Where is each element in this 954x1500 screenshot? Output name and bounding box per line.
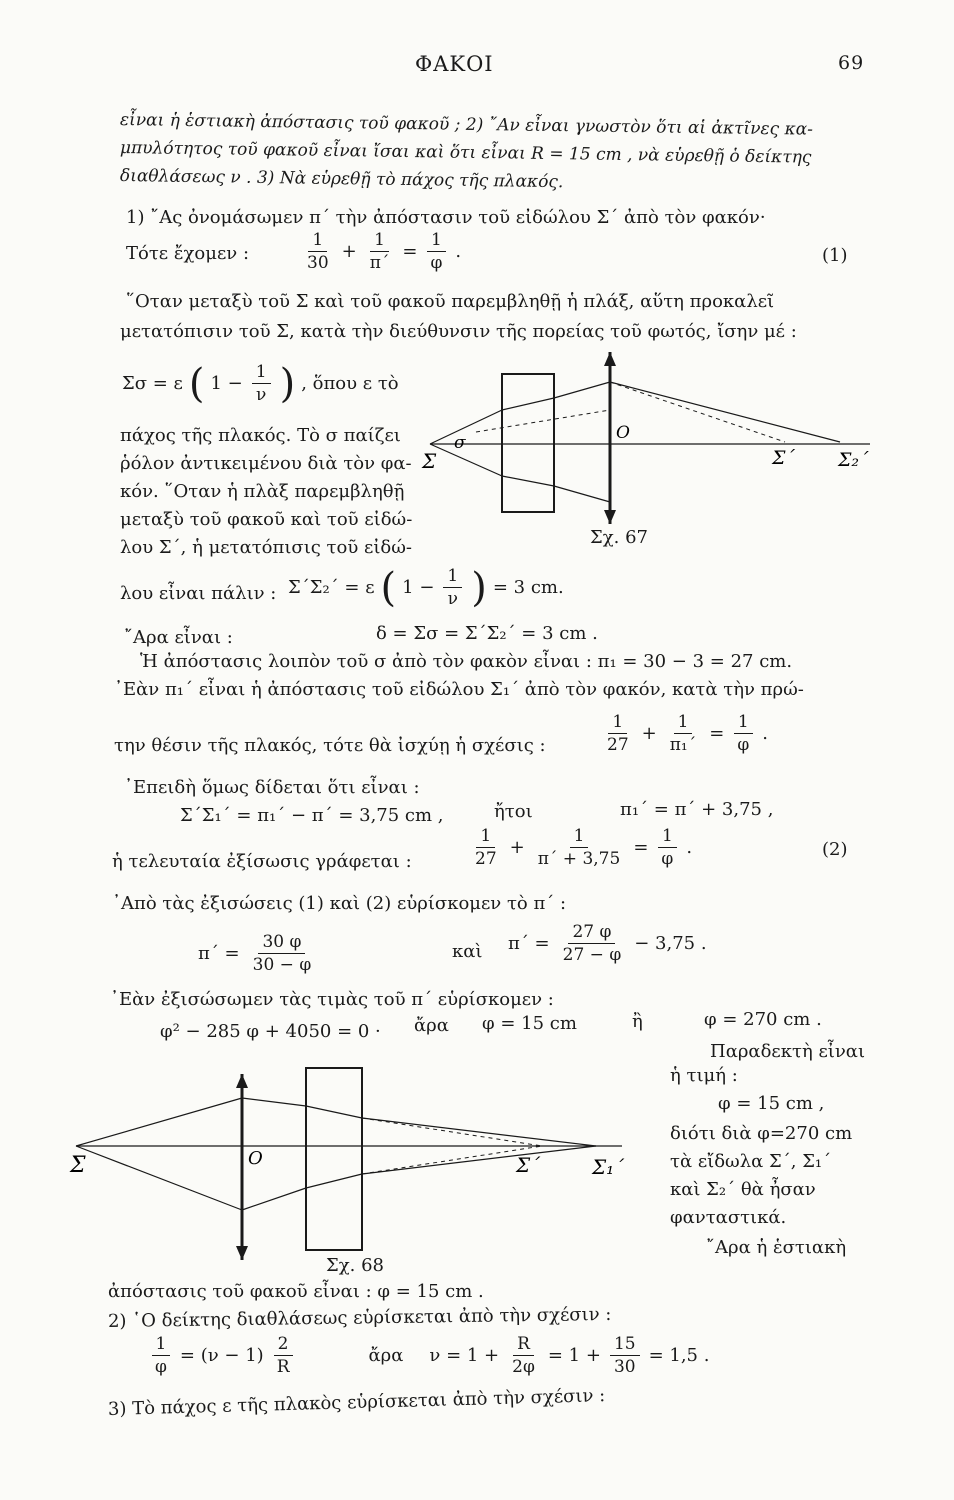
figure-68 (62, 1060, 662, 1260)
side-line-1: Παραδεκτὴ εἶναι (710, 1041, 866, 1062)
fig68-label-sigma: Σ (70, 1153, 86, 1178)
col-line-1: πάχος τῆς πλακός. Τὸ σ παίζει (120, 425, 401, 446)
equation-1: $\frac{1}{30}$ + $\frac{1}{\pi΄}$ = $\frac{1}{\varphi}$ . (300, 230, 461, 273)
part1-tote: Τότε ἔχομεν : (126, 243, 250, 264)
side-line-3: φ = 15 cm , (718, 1093, 825, 1114)
part1-line-12b: ἄρα (414, 1015, 449, 1036)
figure-68-caption: Σχ. 68 (326, 1255, 384, 1276)
equation-refractive-index: $\frac{1}{\varphi}$ = (ν − 1) $\frac{2}{R}$ ἄρα ν = 1 + $\frac{R}{2\varphi}$ = 1 + $\frac{15}{30}$ = 1,5 . (148, 1334, 709, 1377)
ray-2-refracted (242, 1188, 306, 1210)
ray-2 (76, 1146, 242, 1210)
part1-line-12a: φ² − 285 φ + 4050 = 0 · (160, 1021, 381, 1042)
col-line-5: λου Σ΄, ἡ μετατόπισις τοῦ εἰδώ- (120, 537, 412, 558)
side-line-8: ῎Αρα ἡ ἑστιακὴ (706, 1237, 847, 1258)
col-line-2: ῥόλον ἀντικειμένου διὰ τὸν φα- (120, 453, 412, 474)
part3-line-1: 3) Τὸ πάχος ε τῆς πλακὸς εὑρίσκεται ἀπὸ τὴν σχέσιν : (107, 1385, 606, 1420)
arrow-up-icon (604, 352, 616, 366)
ray-2-virtual (362, 1146, 542, 1174)
intro-line-1: εἶναι ἡ ἑστιακὴ ἀπόστασις τοῦ φακοῦ ; 2) ῎Αν εἶναι γνωστὸν ὅτι αἱ ἀκτῖνες κα- (119, 110, 814, 140)
ray-1-out (554, 382, 610, 398)
part1-line-12e: φ = 270 cm . (704, 1009, 822, 1030)
frac-1-pi: $\frac{1}{\pi΄}$ (369, 230, 390, 273)
col-line-4: μεταξὺ τοῦ φακοῦ καὶ τοῦ εἰδώ- (120, 509, 413, 530)
ray-2-in-plate (306, 1174, 362, 1188)
intro-line-3: διαθλάσεως ν . 3) Νὰ εὑρεθῇ τὸ πάχος τῆς πλακός. (119, 166, 564, 193)
glass-plate (502, 374, 554, 512)
ray-1-in-plate (502, 398, 554, 410)
col-line-3: κόν. ῞Οταν ἡ πλὰξ παρεμβληθῇ (120, 481, 405, 502)
ray-2 (430, 444, 502, 476)
kai-word: καὶ (452, 941, 483, 962)
part1-line-8c: π₁΄ = π΄ + 3,75 , (620, 799, 774, 820)
figure-67 (420, 352, 890, 532)
equation-sigma: Σσ = ε ( 1 − $\frac{1}{\nu}$ ) , ὅπου ε τὸ (122, 360, 399, 407)
equation-pi-a: π΄ = $\frac{30 \varphi}{30 - \varphi}$ (198, 932, 312, 975)
fig67-label-s: σ (454, 433, 466, 453)
equation-1-tag: (1) (822, 245, 848, 266)
part1-line-9: ἡ τελευταία ἐξίσωσις γράφεται : (112, 851, 412, 872)
ray-1-out (362, 1118, 596, 1146)
frac-1-phi: $\frac{1}{\varphi}$ (427, 230, 447, 273)
frac-1-30: $\frac{1}{30}$ (307, 230, 329, 273)
ray-1-refracted (610, 382, 840, 442)
part1-line-8a: Σ΄Σ₁΄ = π₁΄ − π΄ = 3,75 cm , (180, 805, 444, 826)
ray-2-out (362, 1146, 596, 1174)
fig67-label-s1: Σ΄ (772, 447, 795, 469)
side-line-6: καὶ Σ₂΄ θὰ ἦσαν (670, 1179, 816, 1200)
page-number: 69 (838, 52, 865, 74)
equation-s2: Σ΄Σ₂΄ = ε ( 1 − $\frac{1}{\nu}$ ) = 3 cm. (288, 564, 564, 611)
part1-line-13: ἀπόστασις τοῦ φακοῦ εἶναι : φ = 15 cm . (108, 1281, 484, 1302)
fig67-label-o: O (616, 423, 630, 443)
equation-pi-b: π΄ = $\frac{27 \varphi}{27 - \varphi}$ − 3,75 . (508, 922, 707, 965)
part2-line-1: 2) ῾Ο δείκτης διαθλάσεως εὑρίσκεται ἀπὸ τὴν σχέσιν : (107, 1303, 612, 1332)
ray-2-in-plate (502, 476, 554, 486)
equation-2: $\frac{1}{27}$ + $\frac{1}{\pi΄ + 3,75}$ = $\frac{1}{\varphi}$ . (475, 826, 693, 869)
part1-line-1: 1) ῎Ας ὀνομάσωμεν π΄ τὴν ἀπόστασιν τοῦ εἰδώλου Σ΄ ἀπὸ τὸν φακόν· (126, 207, 766, 228)
arrow-up-icon (236, 1074, 248, 1088)
side-line-4: διότι διὰ φ=270 cm (670, 1123, 853, 1144)
ara-label: ῎Αρα εἶναι : (124, 627, 233, 648)
ara-equation: δ = Σσ = Σ΄Σ₂΄ = 3 cm . (376, 623, 598, 644)
side-line-7: φανταστικά. (670, 1207, 787, 1228)
part1-line-4: Ἡ ἀπόστασις λοιπὸν τοῦ σ ἀπὸ τὸν φακὸν εἶναι : π₁ = 30 − 3 = 27 cm. (140, 651, 793, 672)
arrow-down-icon (236, 1246, 248, 1260)
fig67-label-s2: Σ₂΄ (838, 449, 869, 471)
part1-line-12c: φ = 15 cm (482, 1013, 577, 1034)
equation-relation: $\frac{1}{27}$ + $\frac{1}{\text{π₁΄}}$ = $\frac{1}{\varphi}$ . (607, 712, 768, 755)
side-line-5: τὰ εἴδωλα Σ΄, Σ₁΄ (670, 1151, 832, 1172)
side-line-2: ἡ τιμή : (670, 1065, 738, 1086)
ray-1-refracted (242, 1098, 306, 1106)
part1-line-5: ᾿Εὰν π₁΄ εἶναι ἡ ἀπόστασις τοῦ εἰδώλου Σ₁΄ ἀπὸ τὸν φακόν, κατὰ τὴν πρώ- (114, 679, 804, 700)
part1-line-10: ᾿Απὸ τὰς ἐξισώσεις (1) καὶ (2) εὑρίσκομεν τὸ π΄ : (112, 893, 567, 914)
ray-1-in-plate (306, 1106, 362, 1118)
ray-1-virtual (362, 1118, 542, 1146)
part1-line-3: μετατόπισιν τοῦ Σ, κατὰ τὴν διεύθυνσιν τῆς πορείας τοῦ φωτός, ἴσην μέ : (120, 321, 797, 342)
part1-line-2: ῞Οταν μεταξὺ τοῦ Σ καὶ τοῦ φακοῦ παρεμβληθῇ ἡ πλάξ, αὕτη προκαλεῖ (126, 291, 775, 312)
ray-1 (76, 1098, 242, 1146)
col-line-6: λου εἶναι πάλιν : (120, 583, 277, 604)
equation-2-tag: (2) (822, 839, 848, 860)
part1-line-12d: ἢ (632, 1011, 643, 1032)
part1-line-11: ᾿Εὰν ἐξισώσωμεν τὰς τιμὰς τοῦ π΄ εὑρίσκομεν : (110, 989, 554, 1010)
fig68-label-o: O (248, 1148, 263, 1169)
arrow-down-icon (604, 510, 616, 524)
page-title: ΦΑΚΟΙ (415, 52, 494, 76)
part1-line-8b: ἤτοι (494, 801, 533, 822)
intro-line-2: μπυλότητος τοῦ φακοῦ εἶναι ἴσαι καὶ ὅτι εἶναι R = 15 cm , νὰ εὑρεθῇ ὁ δείκτης (119, 138, 812, 168)
ray-1-virtual (610, 382, 785, 442)
ray-2-out (554, 486, 610, 502)
fig68-label-s2: Σ₁΄ (592, 1155, 625, 1179)
fig67-label-sigma: Σ (422, 449, 437, 473)
part1-line-7: ᾿Επειδὴ ὅμως δίδεται ὅτι εἶναι : (124, 777, 420, 798)
part1-line-6: την θέσιν τῆς πλακός, τότε θὰ ἰσχύῃ ἡ σχέσις : (114, 735, 546, 756)
fig68-label-s1: Σ΄ (516, 1153, 541, 1177)
glass-plate (306, 1068, 362, 1250)
figure-67-caption: Σχ. 67 (590, 527, 648, 548)
ray-1 (430, 410, 502, 444)
